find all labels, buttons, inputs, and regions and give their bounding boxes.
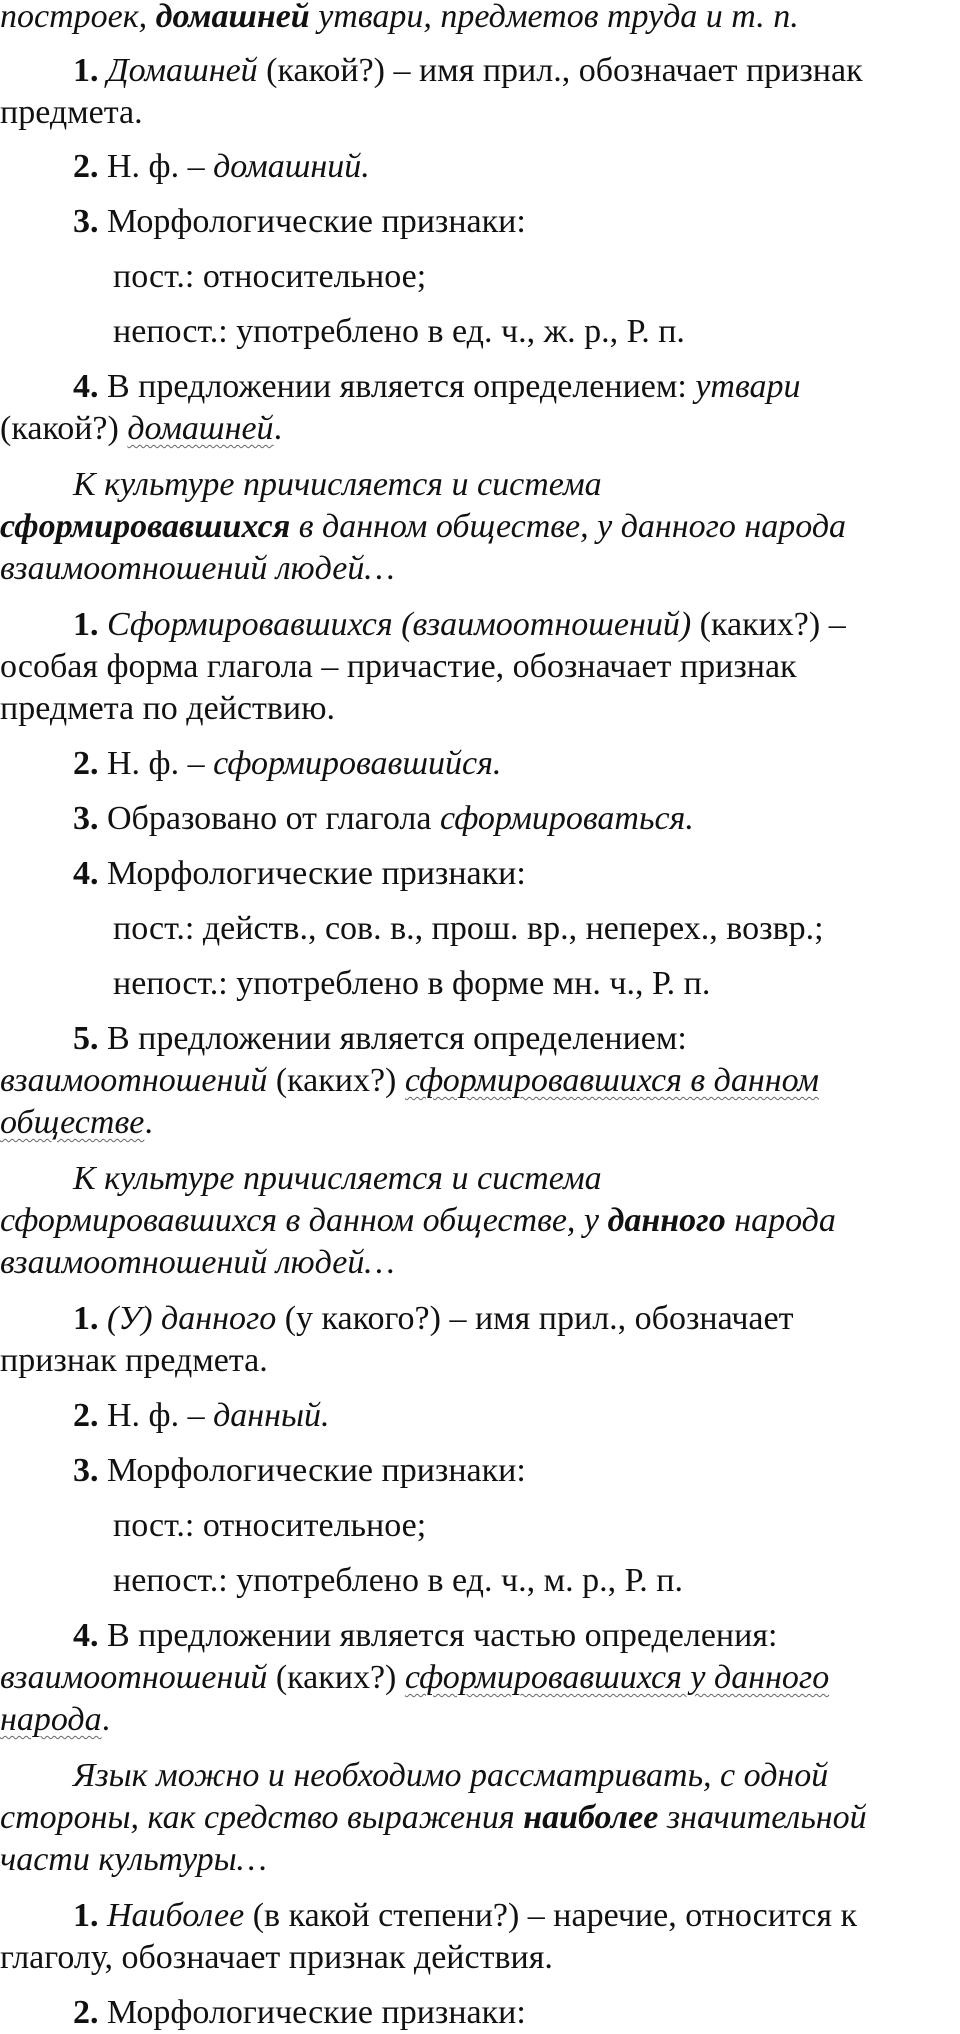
item-1: 1. Наиболее (в какой степени?) – наречие, относится к bbox=[73, 1897, 857, 1934]
bold-word: домашней bbox=[155, 0, 310, 35]
text-line: взаимоотношений (каких?) сформировавшихся в данном bbox=[0, 1062, 820, 1099]
bold-word: данного bbox=[607, 1202, 726, 1239]
item-4: 4. В предложении является частью определения: bbox=[73, 1617, 778, 1654]
item-2: 2. Н. ф. – данный. bbox=[73, 1397, 330, 1434]
item-5: 5. В предложении является определением: bbox=[73, 1020, 687, 1057]
example-sentence: сформировавшихся в данном обществе, у данного народа bbox=[0, 508, 847, 545]
item-4: 4. В предложении является определением: утвари bbox=[73, 368, 801, 405]
item-3: 3. Морфологические признаки: bbox=[73, 1452, 526, 1489]
text-line: взаимоотношений (каких?) сформировавшихся у данного bbox=[0, 1659, 830, 1696]
underlined-word: домашней bbox=[127, 410, 274, 447]
example-sentence: К культуре причисляется и система bbox=[73, 1160, 602, 1197]
item-3: 3. Образовано от глагола сформироваться. bbox=[73, 800, 694, 837]
item-1: 1. (У) данного (у какого?) – имя прил., обозначает bbox=[73, 1300, 794, 1337]
example-sentence: части культуры… bbox=[0, 1841, 267, 1878]
text-line: глаголу, обозначает признак действия. bbox=[0, 1939, 553, 1976]
example-sentence: сформировавшихся в данном обществе, у данного народа bbox=[0, 1202, 836, 1239]
example-sentence: Язык можно и необходимо рассматривать, с одной bbox=[73, 1757, 829, 1794]
text-line: непост.: употреблено в ед. ч., м. р., Р. п. bbox=[113, 1562, 683, 1599]
bold-word: наиболее bbox=[523, 1799, 659, 1836]
text-line: народа. bbox=[0, 1701, 111, 1738]
item-2: 2. Морфологические признаки: bbox=[73, 1994, 526, 2031]
example-sentence: стороны, как средство выражения наиболее значительной bbox=[0, 1799, 867, 1836]
text-line: непост.: употреблено в ед. ч., ж. р., Р. п. bbox=[113, 313, 685, 350]
underlined-phrase: обществе bbox=[0, 1104, 145, 1141]
underlined-phrase: сформировавшихся в данном bbox=[404, 1062, 820, 1099]
bold-word: сформировавшихся bbox=[0, 508, 291, 545]
text-line: особая форма глагола – причастие, обозначает признак bbox=[0, 648, 797, 685]
text-line: пост.: относительное; bbox=[113, 258, 427, 295]
text-line: предмета. bbox=[0, 94, 143, 131]
text-line: признак предмета. bbox=[0, 1342, 268, 1379]
text-line: предмета по действию. bbox=[0, 690, 335, 727]
example-sentence: К культуре причисляется и система bbox=[73, 466, 602, 503]
text-line: обществе. bbox=[0, 1104, 153, 1141]
text-line: пост.: относительное; bbox=[113, 1507, 427, 1544]
text-line: построек, домашней утвари, предметов труда и т. п. bbox=[0, 0, 799, 35]
item-1: 1. Домашней (какой?) – имя прил., обозначает признак bbox=[73, 52, 863, 89]
item-2: 2. Н. ф. – сформировавшийся. bbox=[73, 745, 502, 782]
text-line: пост.: действ., сов. в., прош. вр., неперех., возвр.; bbox=[113, 910, 824, 947]
item-1: 1. Сформировавшихся (взаимоотношений) (каких?) – bbox=[73, 606, 846, 643]
underlined-phrase: народа bbox=[0, 1701, 102, 1738]
item-2: 2. Н. ф. – домашний. bbox=[73, 148, 370, 185]
example-sentence: взаимоотношений людей… bbox=[0, 550, 395, 587]
text-line: (какой?) домашней. bbox=[0, 410, 283, 447]
item-3: 3. Морфологические признаки: bbox=[73, 203, 526, 240]
text-line: непост.: употреблено в форме мн. ч., Р. п. bbox=[113, 965, 711, 1002]
item-4: 4. Морфологические признаки: bbox=[73, 855, 526, 892]
example-sentence: взаимоотношений людей… bbox=[0, 1244, 395, 1281]
underlined-phrase: сформировавшихся у данного bbox=[404, 1659, 830, 1696]
